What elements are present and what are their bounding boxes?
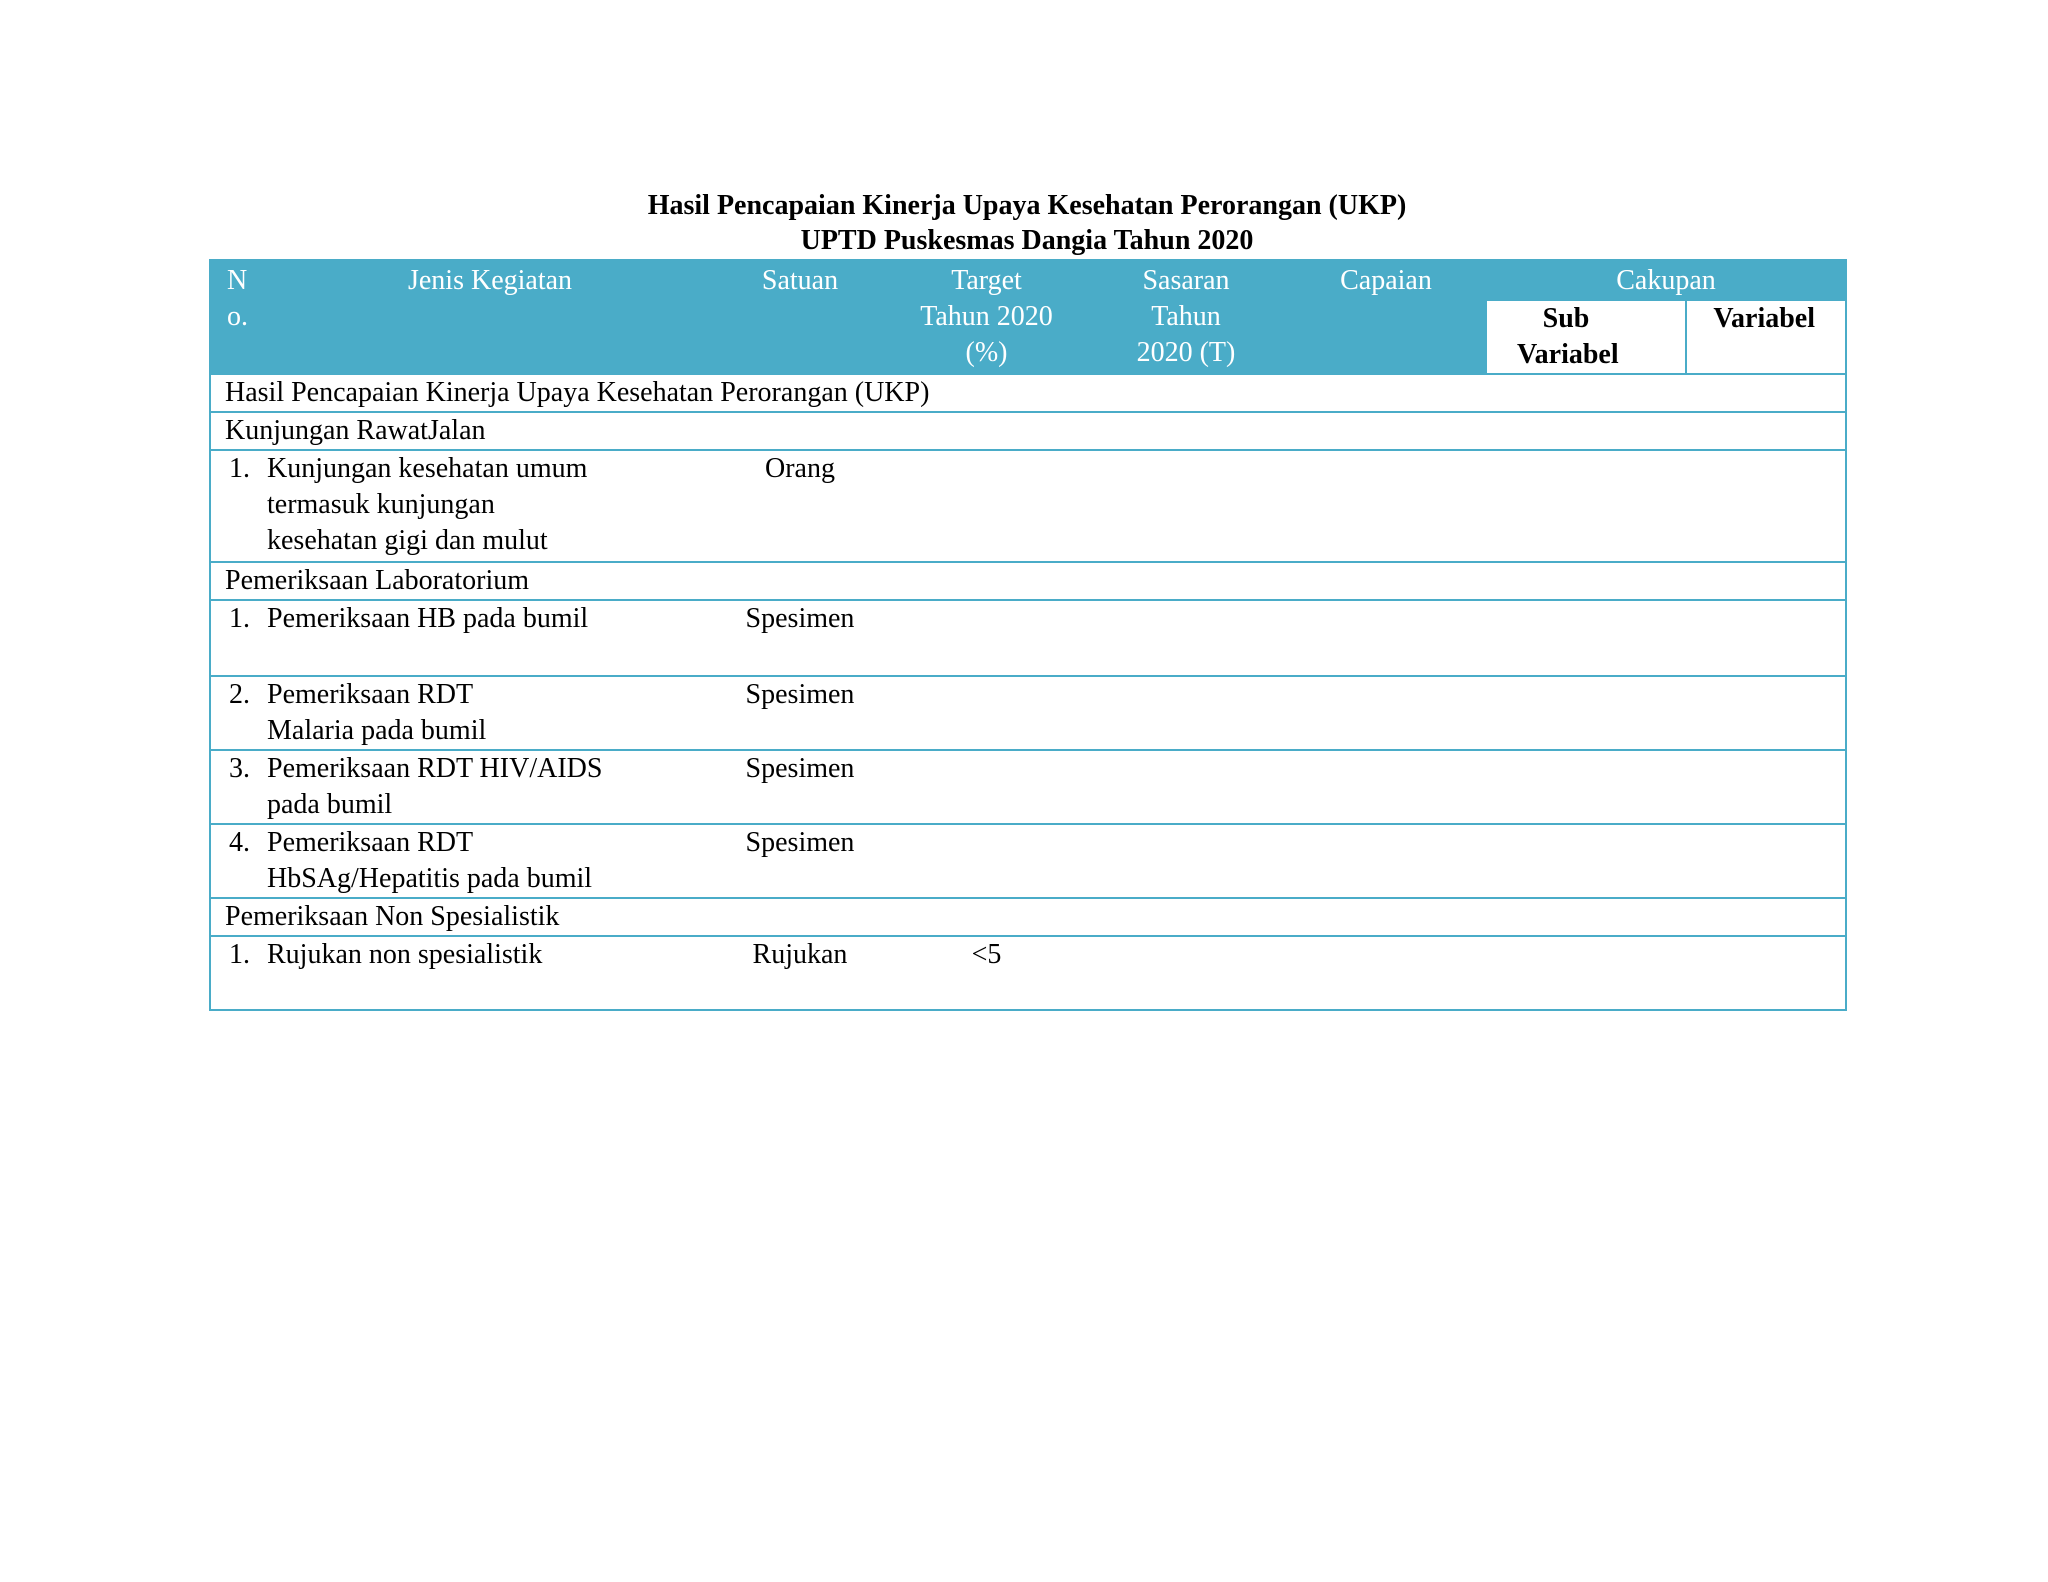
row-target: <5 xyxy=(887,936,1086,1010)
document-title: Hasil Pencapaian Kinerja Upaya Kesehatan Perorangan (UKP) xyxy=(647,190,1407,221)
row-number: 1. xyxy=(210,450,267,562)
table-row xyxy=(210,936,1846,1010)
row-target xyxy=(887,600,1086,676)
row-satuan: Spesimen xyxy=(713,600,887,676)
table-row xyxy=(210,824,1846,898)
header-jenis-kegiatan: Jenis Kegiatan xyxy=(267,260,713,374)
row-sub-variabel xyxy=(1486,750,1686,824)
row-capaian xyxy=(1286,600,1486,676)
row-capaian xyxy=(1286,450,1486,562)
row-number: 2. xyxy=(210,676,267,750)
document-subtitle: UPTD Puskesmas Dangia Tahun 2020 xyxy=(800,225,1254,256)
row-sasaran xyxy=(1086,676,1286,750)
row-satuan: Orang xyxy=(713,450,887,562)
row-sasaran xyxy=(1086,936,1286,1010)
table-row xyxy=(210,600,1846,676)
row-kegiatan: Pemeriksaan RDT Malaria pada bumil xyxy=(267,676,713,750)
section-title: Pemeriksaan Laboratorium xyxy=(210,562,1846,600)
row-variabel xyxy=(1686,750,1846,824)
row-capaian xyxy=(1286,676,1486,750)
row-variabel xyxy=(1686,600,1846,676)
row-satuan: Spesimen xyxy=(713,824,887,898)
row-sub-variabel xyxy=(1486,600,1686,676)
row-target xyxy=(887,750,1086,824)
row-sub-variabel xyxy=(1486,450,1686,562)
header-sub-variabel: Sub Variabel xyxy=(1486,300,1686,374)
row-kegiatan: Pemeriksaan RDT HbSAg/Hepatitis pada bumil xyxy=(267,824,713,898)
row-number: 3. xyxy=(210,750,267,824)
row-number: 1. xyxy=(210,600,267,676)
row-variabel xyxy=(1686,676,1846,750)
section-title: Kunjungan RawatJalan xyxy=(210,412,1846,450)
row-satuan: Spesimen xyxy=(713,750,887,824)
table-row xyxy=(210,676,1846,750)
row-number: 4. xyxy=(210,824,267,898)
row-target xyxy=(887,824,1086,898)
row-sasaran xyxy=(1086,450,1286,562)
row-sub-variabel xyxy=(1486,676,1686,750)
section-title: Pemeriksaan Non Spesialistik xyxy=(210,898,1846,936)
header-target: Target Tahun 2020 (%) xyxy=(887,260,1086,374)
header-sasaran: Sasaran Tahun 2020 (T) xyxy=(1086,260,1286,374)
row-capaian xyxy=(1286,936,1486,1010)
section-title: Hasil Pencapaian Kinerja Upaya Kesehatan Perorangan (UKP) xyxy=(210,374,1846,412)
row-variabel xyxy=(1686,450,1846,562)
row-kegiatan: Rujukan non spesialistik xyxy=(267,936,713,1010)
row-kegiatan: Pemeriksaan RDT HIV/AIDS pada bumil xyxy=(267,750,713,824)
row-variabel xyxy=(1686,824,1846,898)
row-kegiatan: Kunjungan kesehatan umum termasuk kunjungan kesehatan gigi dan mulut xyxy=(267,450,713,562)
row-kegiatan: Pemeriksaan HB pada bumil xyxy=(267,600,713,676)
row-variabel xyxy=(1686,936,1846,1010)
header-satuan: Satuan xyxy=(713,260,887,374)
header-cakupan: Cakupan xyxy=(1486,260,1846,300)
header-capaian: Capaian xyxy=(1286,260,1486,374)
row-sub-variabel xyxy=(1486,936,1686,1010)
row-sasaran xyxy=(1086,750,1286,824)
row-target xyxy=(887,450,1086,562)
performance-table xyxy=(209,259,1847,1011)
header-no: N o. xyxy=(210,260,267,374)
row-satuan: Rujukan xyxy=(713,936,887,1010)
table-row xyxy=(210,750,1846,824)
row-satuan: Spesimen xyxy=(713,676,887,750)
row-capaian xyxy=(1286,824,1486,898)
header-variabel: Variabel xyxy=(1686,300,1846,374)
row-sub-variabel xyxy=(1486,824,1686,898)
row-capaian xyxy=(1286,750,1486,824)
row-sasaran xyxy=(1086,600,1286,676)
row-number: 1. xyxy=(210,936,267,1010)
row-target xyxy=(887,676,1086,750)
table-row xyxy=(210,450,1846,562)
row-sasaran xyxy=(1086,824,1286,898)
